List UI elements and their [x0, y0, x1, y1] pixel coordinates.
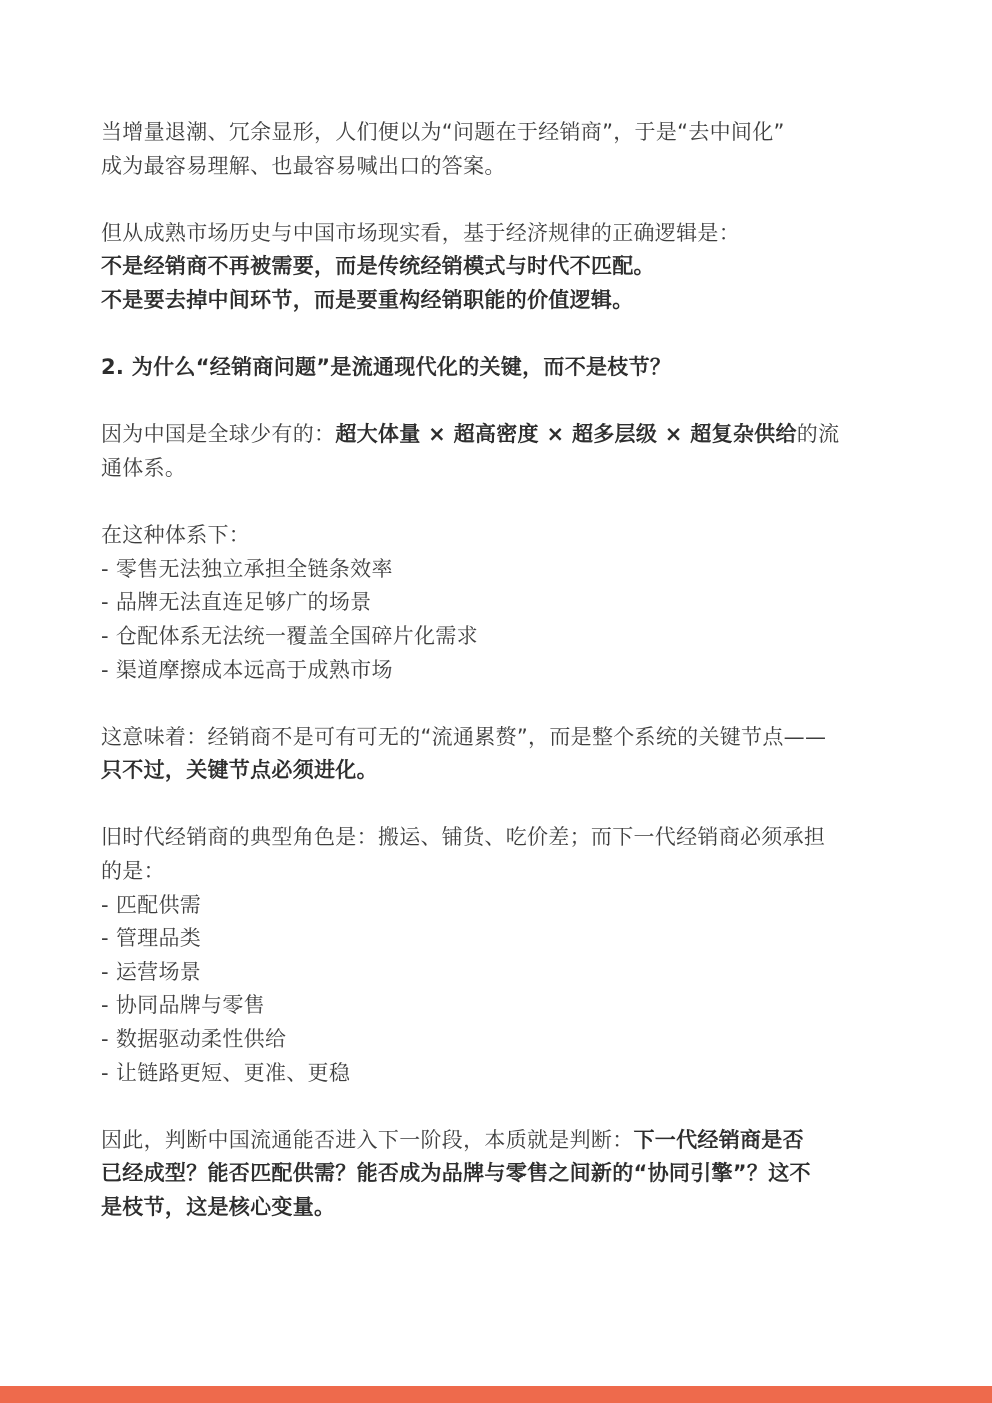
list-item: - 运营场景: [101, 959, 202, 984]
list-item: - 零售无法独立承担全链条效率: [101, 556, 393, 581]
footer-accent-bar: [0, 1386, 992, 1403]
text-line: [101, 1124, 901, 1158]
bold-statement: 只不过，关键节点必须进化。: [101, 758, 378, 783]
text-line: 成为最容易理解、也最容易喊出口的答案。: [101, 153, 506, 178]
list-item: - 数据驱动柔性供给: [101, 1027, 287, 1052]
list-item: - 品牌无法直连足够广的场景: [101, 590, 372, 615]
list-item: - 协同品牌与零售: [101, 993, 265, 1018]
paragraph-roles-list: [101, 821, 901, 1090]
list-item: - 管理品类: [101, 926, 202, 951]
text-fragment: 因此，判断中国流通能否进入下一阶段，本质就是判断：: [101, 1127, 634, 1152]
bold-statement: 不是经销商不再被需要，而是传统经销模式与时代不匹配。: [101, 254, 655, 279]
text-line: 通体系。: [101, 455, 187, 480]
list-item: - 渠道摩擦成本远高于成熟市场: [101, 657, 393, 682]
text-fragment: 因为中国是全球少有的：: [101, 422, 336, 447]
heading-text: 2. 为什么“经销商问题”是流通现代化的关键，而不是枝节？: [101, 355, 672, 380]
text-fragment: 的流: [796, 422, 840, 447]
bold-fragment: 超大体量 × 超高密度 × 超多层级 × 超复杂供给: [335, 422, 797, 447]
paragraph-system-list: [101, 519, 901, 687]
text-line: 这意味着：经销商不是可有可无的“流通累赘”，而是整个系统的关键节点——: [101, 724, 827, 749]
paragraph-key-node: [101, 721, 901, 788]
paragraph-logic: [101, 217, 901, 318]
text-line: 当增量退潮、冗余显形，人们便以为“问题在于经销商”，于是“去中间化”: [101, 120, 785, 144]
paragraph-china-system: [101, 418, 901, 485]
paragraph-intro: [101, 116, 901, 183]
text-line: [101, 418, 901, 452]
bold-statement: 是枝节，这是核心变量。: [101, 1195, 336, 1219]
bold-fragment: 下一代经销商是否: [633, 1127, 804, 1152]
paragraph-conclusion: [101, 1124, 901, 1225]
document-body: [101, 116, 901, 1258]
text-line: 旧时代经销商的典型角色是：搬运、铺货、吃价差；而下一代经销商必须承担: [101, 825, 826, 850]
text-line: 但从成熟市场历史与中国市场现实看，基于经济规律的正确逻辑是：: [101, 220, 740, 245]
list-item: - 匹配供需: [101, 892, 202, 917]
section-heading: [101, 351, 901, 385]
bold-statement: 不是要去掉中间环节，而是要重构经销职能的价值逻辑。: [101, 287, 634, 312]
list-item: - 仓配体系无法统一覆盖全国碎片化需求: [101, 623, 478, 648]
text-line: 的是：: [101, 859, 165, 884]
bold-statement: 已经成型？能否匹配供需？能否成为品牌与零售之间新的“协同引擎”？这不: [101, 1161, 811, 1186]
list-item: - 让链路更短、更准、更稳: [101, 1060, 351, 1085]
text-line: 在这种体系下：: [101, 523, 251, 548]
